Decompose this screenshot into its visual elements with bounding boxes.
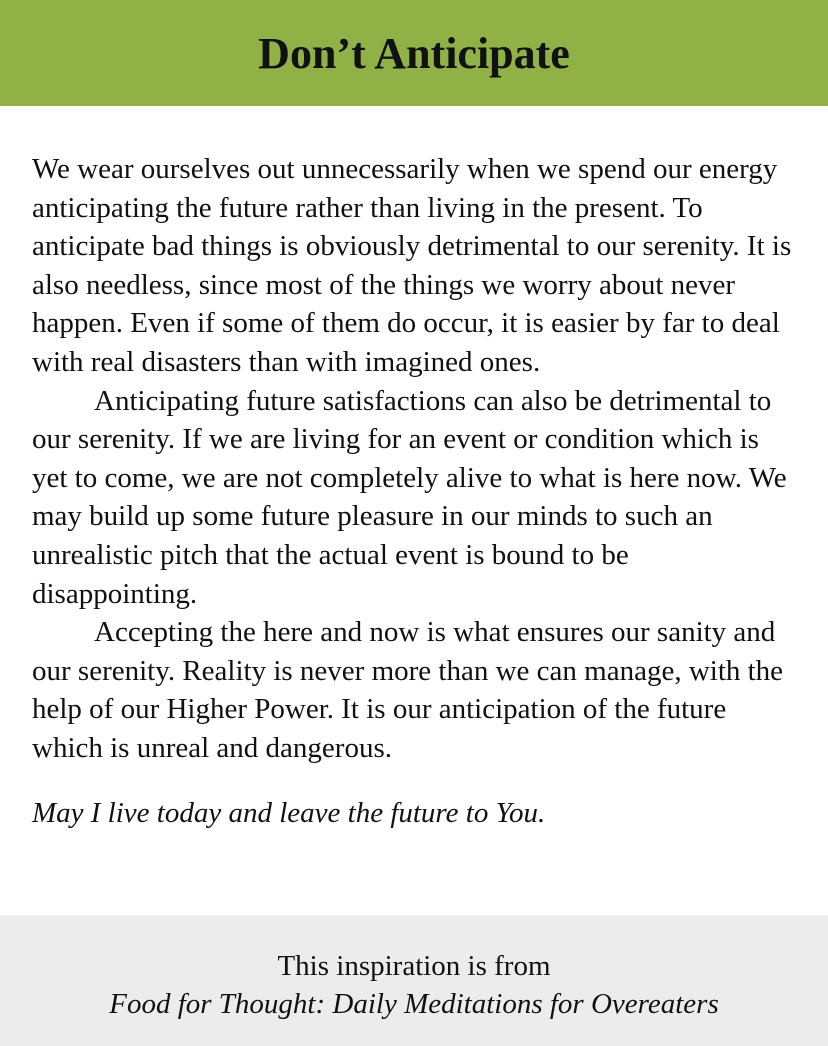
closing-prayer: May I live today and leave the future to You. (32, 796, 546, 829)
page-title: Don’t Anticipate (258, 28, 570, 78)
paragraph-2: Anticipating future satisfactions can also be detrimental to our serenity. If we are living for an event or condition which is yet to come, we are not completely alive to what is here now. We may build up some future pleasure in our minds to such an unrealistic pitch that the actual event is bound to be disappointing. (32, 384, 787, 610)
source-title: Food for Thought: Daily Meditations for Overeaters (109, 988, 719, 1020)
source-footer (0, 915, 828, 1046)
source-intro: This inspiration is from (277, 950, 551, 982)
title-banner (0, 0, 828, 106)
meditation-body (32, 150, 800, 832)
paragraph-3: Accepting the here and now is what ensures our sanity and our serenity. Reality is never more than we can manage, with the help of our Higher Power. It is our anticipation of the future which is unreal and dangerous. (32, 616, 784, 764)
paragraph-1: We wear ourselves out unnecessarily when we spend our energy anticipating the future rather than living in the present. To anticipate bad things is obviously detrimental to our serenity. It is also needless, since most of the things we worry about never happen. Even if some of them do occur, it is easier by far to deal with real disasters than with imagined ones. (32, 153, 792, 378)
